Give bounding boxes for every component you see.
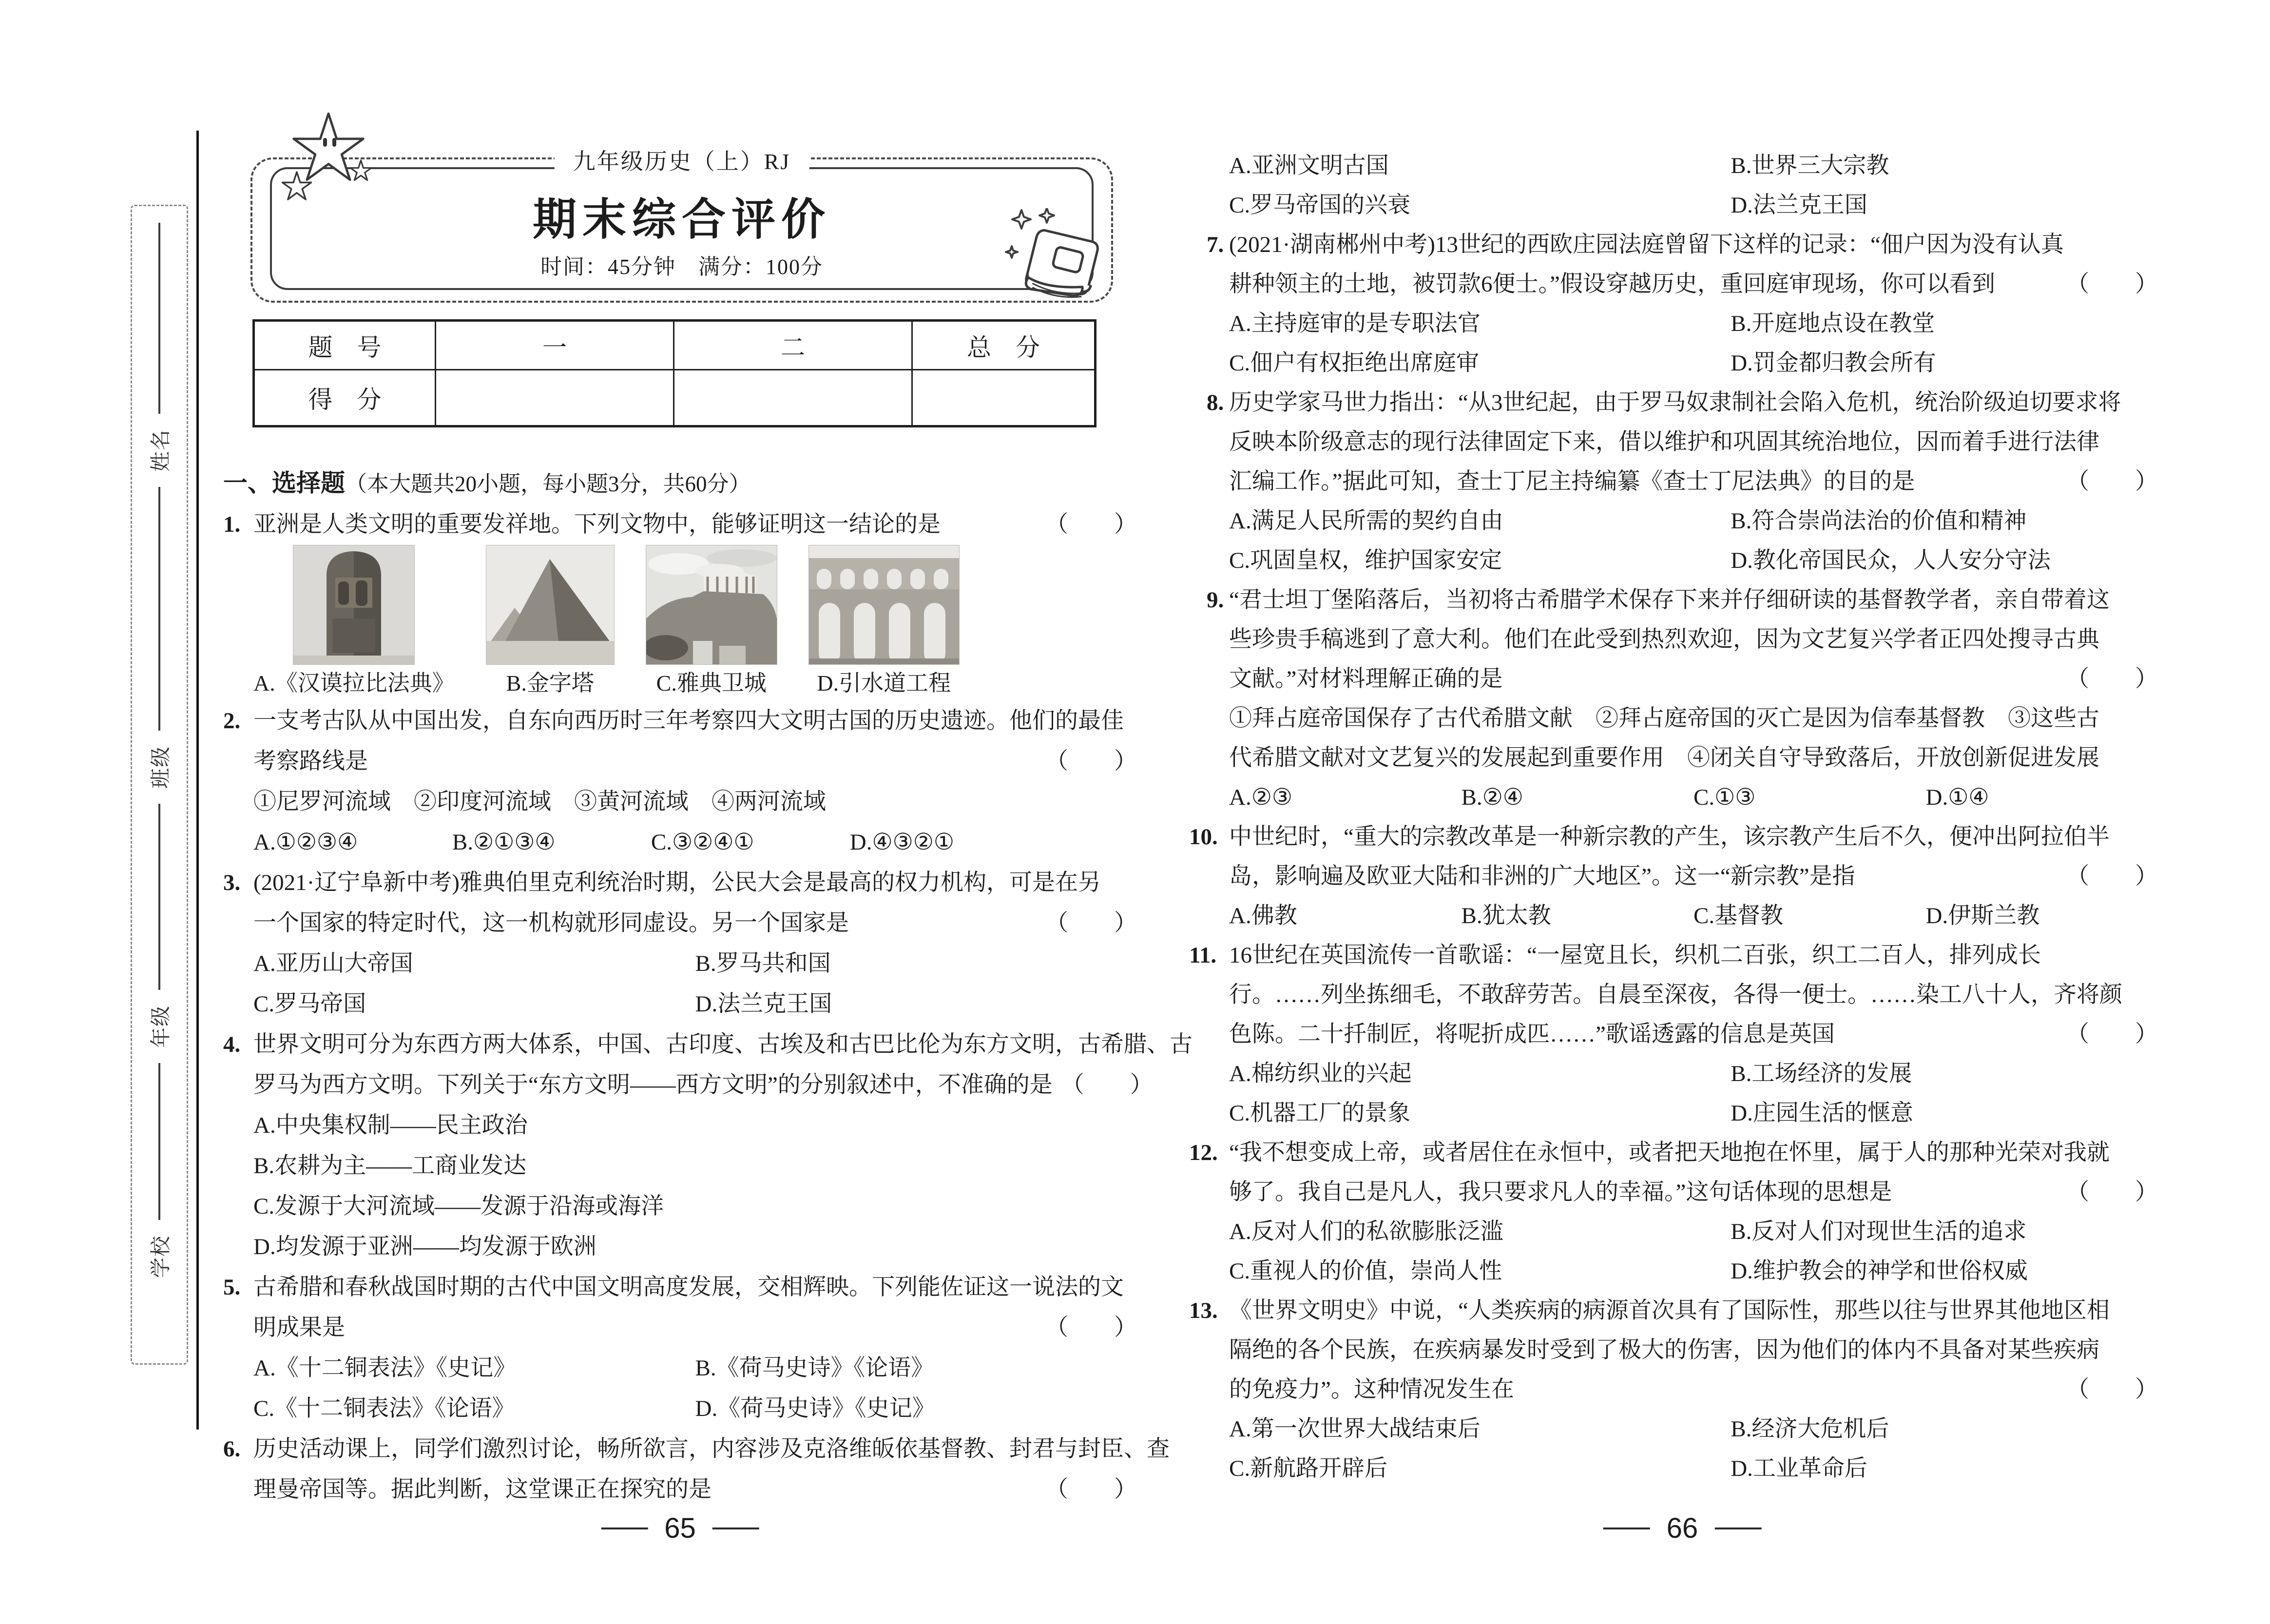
question-6-line-1: 6. 历史活动课上，同学们激烈讨论，畅所欲言，内容涉及克洛维皈依基督教、封君与封臣、查 [223,1429,1137,1469]
question-2-options [223,822,1137,863]
paper-title: 期末综合评价 [533,196,831,244]
option-b: B.开庭地点设在教堂 [1731,311,1935,336]
answer-bracket: （ ） [1045,1477,1137,1502]
question-12-options-cd [1207,1252,2158,1291]
option-c: C.巩固皇权，维护国家安定 [1229,548,1502,573]
option-b: B.经济大危机后 [1731,1416,1889,1442]
figure-caption: D.引水道工程 [817,671,951,696]
question-1-line-1: 1. 亚洲是人类文明的重要发祥地。下列文物中，能够证明这一结论的是 （ ） [223,504,1137,545]
answer-bracket: （ ） [2066,271,2158,297]
page-number-dash [1714,1527,1761,1529]
question-2-line-2: 考察路线是 （ ） [223,741,1137,782]
figure-caption: A.《汉谟拉比法典》 [253,671,455,696]
question-8-line-1: 8. 历史学家马世力指出：“从3世纪起，由于罗马奴隶制社会陷入危机，统治阶级迫切要求将 [1207,383,2158,423]
question-number: 6. [223,1436,241,1462]
question-6-line-2: 理曼帝国等。据此判断，这堂课正在探究的是 （ ） [223,1469,1137,1510]
question-5-options-cd [223,1389,1137,1429]
answer-bracket: （ ） [1045,910,1137,936]
question-7-options-ab [1207,304,2158,344]
course-label: 九年级历史（上）RJ [555,145,809,179]
sparkle-icon [1039,208,1054,223]
option-a: A.棉纺织业的兴起 [1229,1061,1412,1086]
answer-bracket: （ ） [2066,666,2158,692]
option-d: D.罚金都归教会所有 [1731,350,1936,376]
page-66 [1189,146,2158,1599]
score-table-header-part2: 二 [674,322,913,370]
option-a: A.亚洲文明古国 [1229,153,1389,178]
student-info-margin [131,205,188,1365]
option-a: A.满足人民所需的契约自由 [1229,508,1503,534]
option-c: C.基督教 [1693,903,1784,928]
option-a: A.《十二铜表法》《史记》 [253,1355,517,1381]
option-d: D.伊斯兰教 [1925,903,2040,928]
acropolis-photo [646,545,777,665]
aqueduct-photo [808,545,960,665]
question-9-options [1207,778,2158,817]
question-4-option-c: C.发源于大河流域——发源于沿海或海洋 [253,1194,664,1219]
option-b: B.符合崇尚法治的价值和精神 [1731,508,2027,534]
question-9-line-3: 文献。”对材料理解正确的是 （ ） [1207,659,2158,699]
stele-photo [293,545,415,665]
score-table-header-part1: 一 [436,322,674,370]
page-number-dash [601,1527,648,1529]
option-a: A.②③ [1229,785,1292,810]
question-11-line-2: 行。……列坐拣细毛，不敢辞劳苦。自晨至深夜，各得一便士。……染工八十人，齐将颜 [1229,982,2122,1007]
page-number-dash [1603,1527,1650,1529]
question-number: 3. [223,870,241,895]
question-8-options-ab [1207,502,2158,541]
option-d: D.④③②① [849,830,954,855]
question-9-sub-2: 代希腊文献对文艺复兴的发展起到重要作用 ④闭关自守导致落后，开放创新促进发展 [1229,745,2099,771]
option-d: D.庄园生活的惬意 [1731,1101,1913,1126]
score-table-score-label: 得 分 [255,370,436,425]
sparkle-icon [1006,246,1018,258]
option-a: A.佛教 [1229,903,1297,928]
figure-aqueduct [808,545,960,699]
figure-caption: B.金字塔 [506,671,594,696]
question-7-options-cd [1207,344,2158,383]
paper-meta: 时间：45分钟 满分：100分 [540,255,823,279]
question-4-option-b: B.农耕为主——工商业发达 [253,1153,527,1179]
question-7-line-2: 耕种领主的土地，被罚款6便士。”假设穿越历史，重回庭审现场，你可以看到 （ ） [1207,265,2158,304]
page-number-66: 66 [1603,1512,1762,1545]
question-8-line-2: 反映本阶级意志的现行法律固定下来，借以维护和巩固其统治地位，因而着手进行法律 [1229,429,2099,455]
page-number-dash [712,1527,759,1529]
question-9-line-1: 9. “君士坦丁堡陷落后，当初将古希腊学术保存下来并仔细研读的基督教学者，亲自带着这 [1207,580,2158,620]
answer-bracket: （ ） [1045,1315,1137,1340]
option-b: B.工场经济的发展 [1731,1061,1912,1086]
option-d: D.教化帝国民众，人人安分守法 [1731,548,2051,573]
option-c: C.佃户有权拒绝出席庭审 [1229,350,1480,376]
option-b: B.《荷马史诗》《论语》 [695,1355,934,1381]
score-cell-part2 [674,370,913,425]
question-3-line-1: 3. (2021·辽宁阜新中考)雅典伯里克利统治时期，公民大会是最高的权力机构，可是在另 [223,863,1137,903]
question-13-line-1: 13. 《世界文明史》中说，“人类疾病的病源首次具有了国际性，那些以往与世界其他地区相 [1207,1291,2158,1331]
question-11-line-1: 11. 16世纪在英国流传一首歌谣：“一屋宽且长，织机二百张，织工二百人，排列成长 [1207,936,2158,975]
question-4-line-2: 罗马为西方文明。下列关于“东方文明——西方文明”的分别叙述中，不准确的是 （ ） [223,1065,1137,1105]
figure-caption: C.雅典卫城 [656,671,767,696]
sparkle-icon [1012,210,1031,229]
option-c: C.新航路开辟后 [1229,1456,1388,1481]
score-cell-total [913,370,1094,425]
question-number: 10. [1189,824,1218,850]
option-b: B.②④ [1461,785,1523,810]
question-9-line-2: 些珍贵手稿逃到了意大利。他们在此受到热烈欢迎，因为文艺复兴学者正四处搜寻古典 [1229,627,2099,652]
question-number: 1. [223,512,241,537]
figure-hammurabi-stele [253,545,455,699]
option-d: D.《荷马史诗》《史记》 [695,1396,935,1421]
answer-bracket: （ ） [2066,1377,2158,1402]
question-4-option-a: A.中央集权制——民主政治 [253,1113,528,1138]
name-write-line [158,223,160,414]
left-page-questions [223,463,1193,1510]
score-table-header-total: 总 分 [913,322,1094,370]
school-label: 学校 [150,1235,173,1278]
question-12-line-2: 够了。我自己是凡人，我只要求凡人的幸福。”这句话体现的思想是 （ ） [1207,1173,2158,1212]
stars-icon [276,113,388,217]
option-d: D.法兰克王国 [695,991,832,1017]
page-number-65: 65 [601,1512,759,1545]
school-write-line [158,1063,160,1220]
question-number: 2. [223,708,241,734]
question-13-line-3: 的免疫力”。这种情况发生在 （ ） [1207,1370,2158,1410]
section-heading: 一、选择题 （本大题共20小题，每小题3分，共60分） [223,469,751,497]
option-c: C.③②④① [651,830,754,855]
question-2-line-1: 2. 一支考古队从中国出发，自东向西历时三年考察四大文明古国的历史遗迹。他们的最佳 [223,701,1137,741]
option-d: D.维护教会的神学和世俗权威 [1731,1258,2028,1284]
answer-bracket: （ ） [2066,469,2158,494]
figure-acropolis [646,545,777,699]
question-3-line-2: 一个国家的特定时代，这一机构就形同虚设。另一个国家是 （ ） [223,903,1137,944]
page-65 [223,132,1193,1594]
star-eye [332,138,336,147]
option-d: D.法兰克王国 [1731,193,1867,218]
grade-label: 年级 [150,1005,173,1048]
question-7-line-1: 7. (2021·湖南郴州中考)13世纪的西欧庄园法庭曾留下这样的记录：“佃户因为没有认真 [1207,225,2158,265]
pyramid-photo [486,545,615,665]
question-13-line-2: 隔绝的各个民族，在疾病暴发时受到了极大的伤害，因为他们的体内不具备对某些疾病 [1229,1337,2099,1363]
question-8-line-3: 汇编工作。”据此可知，查士丁尼主持编纂《查士丁尼法典》的目的是 （ ） [1207,462,2158,502]
question-number: 5. [223,1275,241,1300]
option-c: C.机器工厂的景象 [1229,1101,1411,1126]
answer-bracket: （ ） [2066,1022,2158,1047]
star-eye [323,138,327,147]
question-number: 11. [1189,943,1217,968]
question-number: 7. [1207,232,1224,257]
answer-bracket: （ ） [2066,1179,2158,1205]
option-b: B.反对人们对现世生活的追求 [1731,1219,2027,1244]
book-icon [1002,208,1124,315]
question-10-line-2: 岛，影响遍及欧亚大陆和非洲的广大地区”。这一“新宗教”是指 （ ） [1207,857,2158,896]
question-11-line-3: 色陈。二十扦制匠，将呢折成匹……”歌谣透露的信息是英国 （ ） [1207,1015,2158,1054]
question-10-options [1207,896,2158,936]
figure-pyramids [486,545,615,699]
question-number: 9. [1207,587,1224,613]
option-c: C.重视人的价值，崇尚人性 [1229,1258,1502,1284]
question-11-options-cd [1207,1094,2158,1133]
answer-bracket: （ ） [2066,864,2158,889]
score-table [252,319,1097,427]
question-2-sub-items: ①尼罗河流域 ②印度河流域 ③黄河流域 ④两河流域 [253,789,826,814]
question-4-option-d: D.均发源于亚洲——均发源于欧洲 [253,1234,596,1259]
question-number: 12. [1189,1140,1218,1165]
score-table-header-qnum: 题 号 [255,322,436,370]
grade-write-line [158,804,160,990]
header-banner [257,149,1106,295]
option-b: B.罗马共和国 [695,951,831,976]
question-13-options-cd [1207,1449,2158,1489]
class-label: 班级 [150,746,173,789]
option-c: C.罗马帝国的兴衰 [1229,193,1411,218]
option-d: D.①④ [1925,785,1989,810]
question-number: 8. [1207,390,1224,415]
question-4-line-1: 4. 世界文明可分为东西方两大体系，中国、古印度、古埃及和古巴比伦为东方文明，古希腊、古 [223,1025,1137,1065]
question-6-options-ab [1207,146,2158,186]
option-b: B.犹太教 [1461,903,1551,928]
question-3-options-ab [223,944,1137,984]
answer-bracket: （ ） [1045,749,1137,774]
question-5-line-2: 明成果是 （ ） [223,1308,1137,1348]
answer-bracket: （ ） [1045,512,1137,537]
page-edge-line [196,131,199,1430]
question-5-line-1: 5. 古希腊和春秋战国时期的古代中国文明高度发展，交相辉映。下列能佐证这一说法的文 [223,1267,1137,1308]
question-9-sub-1: ①拜占庭帝国保存了古代希腊文献 ②拜占庭帝国的灭亡是因为信奉基督教 ③这些古 [1229,706,2099,731]
question-8-options-cd [1207,541,2158,580]
score-cell-part1 [436,370,674,425]
option-a: A.①②③④ [253,830,358,855]
answer-bracket: （ ） [1061,1072,1153,1098]
option-c: C.罗马帝国 [253,991,366,1017]
option-c: C.《十二铜表法》《论语》 [253,1396,515,1421]
question-3-options-cd [223,984,1137,1025]
question-number: 4. [223,1032,241,1057]
question-13-options-ab [1207,1410,2158,1449]
option-a: A.亚历山大帝国 [253,951,413,976]
option-a: A.反对人们的私欲膨胀泛滥 [1229,1219,1503,1244]
question-6-options-cd [1207,186,2158,225]
question-1-figures [223,545,1137,701]
question-10-line-1: 10. 中世纪时，“重大的宗教改革是一种新宗教的产生，该宗教产生后不久，便冲出阿拉伯半 [1207,817,2158,857]
name-label: 姓名 [150,429,173,472]
question-number: 13. [1189,1298,1218,1323]
question-11-options-ab [1207,1054,2158,1094]
option-a: A.第一次世界大战结束后 [1229,1416,1481,1442]
question-5-options-ab [223,1348,1137,1389]
question-12-line-1: 12. “我不想变成上帝，或者居住在永恒中，或者把天地抱在怀里，属于人的那种光荣对我就 [1207,1133,2158,1173]
option-b: B.世界三大宗教 [1731,153,1889,178]
question-12-options-ab [1207,1212,2158,1252]
option-d: D.工业革命后 [1731,1456,1867,1481]
class-write-line [158,487,160,731]
option-b: B.②①③④ [452,830,556,855]
option-a: A.主持庭审的是专职法官 [1229,311,1481,336]
option-c: C.①③ [1693,785,1756,810]
